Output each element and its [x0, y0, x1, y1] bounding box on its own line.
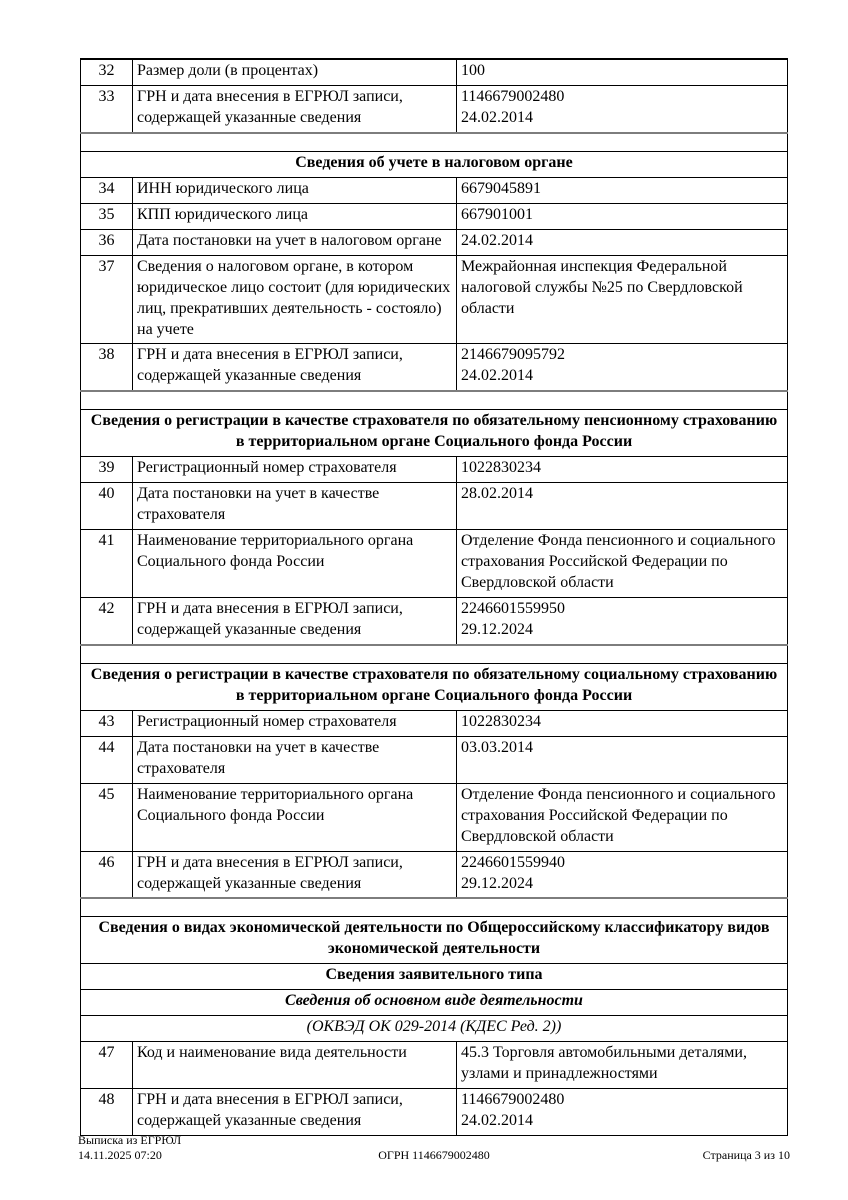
row-value-cell — [457, 457, 788, 483]
row-value-line: 2146679095792 — [461, 346, 565, 364]
table-row — [81, 203, 788, 229]
row-value-cell — [457, 229, 788, 255]
row-value-line: 100 — [461, 62, 485, 79]
section-header-row — [81, 663, 788, 710]
row-value-cell — [457, 344, 788, 391]
row-number-cell: 43 — [81, 710, 133, 736]
footer-ogrn: ОГРН 1146679002480 — [378, 1147, 490, 1162]
row-label-cell: ГРН и дата внесения в ЕГРЮЛ записи, содержащей указанные сведения — [133, 851, 457, 898]
row-value-cell — [457, 736, 788, 783]
row-label-cell: Регистрационный номер страхователя — [133, 457, 457, 483]
row-label-cell: Регистрационный номер страхователя — [133, 710, 457, 736]
row-label-cell: ГРН и дата внесения в ЕГРЮЛ записи, содержащей указанные сведения — [133, 85, 457, 132]
section-spacer-row — [81, 391, 788, 410]
row-label-cell: Сведения о налоговом органе, в котором юридическое лицо состоит (для юридических лиц, прекративших деятельность - состояло) на учете — [133, 255, 457, 344]
table-row — [81, 851, 788, 898]
section-header: (ОКВЭД ОК 029-2014 (КДЕС Ред. 2)) — [81, 1016, 788, 1042]
row-number-cell: 44 — [81, 736, 133, 783]
row-value-line: 2246601559940 — [461, 853, 565, 871]
row-value-line: 24.02.2014 — [461, 1112, 533, 1130]
row-value-line: 1022830234 — [461, 712, 541, 730]
section-header: Сведения об основном виде деятельности — [81, 990, 788, 1016]
row-value-line: 28.02.2014 — [461, 485, 533, 503]
section-header-row — [81, 917, 788, 964]
row-label-cell: Код и наименование вида деятельности — [133, 1042, 457, 1089]
row-number-cell: 42 — [81, 598, 133, 645]
footer — [78, 1133, 790, 1162]
section-header-row — [81, 410, 788, 457]
section-spacer-row — [81, 898, 788, 917]
row-value-cell — [457, 598, 788, 645]
table-row — [81, 598, 788, 645]
row-number-cell: 36 — [81, 229, 133, 255]
spacer-cell — [81, 133, 788, 152]
row-number-cell: 45 — [81, 783, 133, 851]
table-row — [81, 530, 788, 598]
section-header: Сведения о регистрации в качестве страхователя по обязательному пенсионному страхованию в территориальном органе Социального фонда России — [81, 410, 788, 457]
row-value-line: 24.02.2014 — [461, 367, 533, 385]
row-value-line: 1146679002480 — [461, 1091, 565, 1109]
row-label-cell: Дата постановки на учет в налоговом органе — [133, 229, 457, 255]
footer-document-title: Выписка из ЕГРЮЛ — [78, 1133, 182, 1147]
row-number-cell: 48 — [81, 1089, 133, 1136]
row-value-cell — [457, 710, 788, 736]
row-value-line: 6679045891 — [461, 179, 541, 197]
table-row — [81, 255, 788, 344]
row-value-line: 29.12.2024 — [461, 620, 533, 638]
table-row — [81, 783, 788, 851]
row-label-cell: ГРН и дата внесения в ЕГРЮЛ записи, содержащей указанные сведения — [133, 1089, 457, 1136]
row-value-line: 45.3 Торговля автомобильными деталями, узлами и принадлежностями — [461, 1044, 747, 1083]
table-row — [81, 1089, 788, 1136]
row-number-cell: 38 — [81, 344, 133, 391]
section-header: Сведения о регистрации в качестве страхователя по обязательному социальному страхованию в территориальном органе Социального фонда России — [81, 663, 788, 710]
row-number-cell: 35 — [81, 203, 133, 229]
row-value-line: 2246601559950 — [461, 600, 565, 618]
table-row — [81, 85, 788, 132]
table-row — [81, 1042, 788, 1089]
section-header: Сведения заявительного типа — [81, 964, 788, 990]
table-row — [81, 229, 788, 255]
row-value-cell — [457, 59, 788, 85]
footer-left — [78, 1133, 315, 1162]
egrul-table — [80, 58, 788, 1136]
row-label-cell: Дата постановки на учет в качестве страхователя — [133, 736, 457, 783]
row-label-cell: КПП юридического лица — [133, 203, 457, 229]
row-value-cell — [457, 1089, 788, 1136]
row-value-line: 1146679002480 — [461, 87, 565, 105]
spacer-cell — [81, 645, 788, 664]
row-value-cell — [457, 1042, 788, 1089]
row-label-cell: Размер доли (в процентах) — [133, 59, 457, 85]
section-spacer-row — [81, 645, 788, 664]
row-label-cell: ГРН и дата внесения в ЕГРЮЛ записи, содержащей указанные сведения — [133, 598, 457, 645]
row-value-cell — [457, 177, 788, 203]
footer-timestamp: 14.11.2025 07:20 — [78, 1147, 162, 1162]
row-number-cell: 46 — [81, 851, 133, 898]
table-row — [81, 736, 788, 783]
table-row — [81, 710, 788, 736]
table-row — [81, 59, 788, 85]
section-header: Сведения о видах экономической деятельности по Общероссийскому классификатору видов экономической деятельности — [81, 917, 788, 964]
spacer-cell — [81, 391, 788, 410]
row-number-cell: 33 — [81, 85, 133, 132]
row-number-cell: 39 — [81, 457, 133, 483]
row-value-cell — [457, 203, 788, 229]
row-value-line: Отделение Фонда пенсионного и социального страхования Российской Федерации по Свердловской области — [461, 785, 776, 845]
table-row — [81, 483, 788, 530]
row-value-cell — [457, 483, 788, 530]
row-label-cell: ИНН юридического лица — [133, 177, 457, 203]
row-label-cell: Наименование территориального органа Социального фонда России — [133, 530, 457, 598]
row-value-line: 1022830234 — [461, 459, 541, 477]
row-number-cell: 37 — [81, 255, 133, 344]
row-value-line: 667901001 — [461, 205, 533, 223]
section-header-row — [81, 964, 788, 990]
row-label-cell: Наименование территориального органа Социального фонда России — [133, 783, 457, 851]
row-value-cell — [457, 530, 788, 598]
table-row — [81, 177, 788, 203]
section-header-row — [81, 990, 788, 1016]
row-number-cell: 47 — [81, 1042, 133, 1089]
section-header-row — [81, 151, 788, 177]
row-value-line: 29.12.2024 — [461, 874, 533, 892]
table-row — [81, 457, 788, 483]
row-number-cell: 34 — [81, 177, 133, 203]
row-number-cell: 41 — [81, 530, 133, 598]
row-value-cell — [457, 851, 788, 898]
row-value-line: 24.02.2014 — [461, 108, 533, 126]
section-header-row — [81, 1016, 788, 1042]
row-value-cell — [457, 85, 788, 132]
section-spacer-row — [81, 133, 788, 152]
row-number-cell: 40 — [81, 483, 133, 530]
row-label-cell: ГРН и дата внесения в ЕГРЮЛ записи, содержащей указанные сведения — [133, 344, 457, 391]
spacer-cell — [81, 898, 788, 917]
row-value-line: Межрайонная инспекция Федеральной налоговой службы №25 по Свердловской области — [461, 257, 743, 317]
row-value-cell — [457, 783, 788, 851]
egrul-table-body — [81, 59, 788, 1136]
row-number-cell: 32 — [81, 59, 133, 85]
footer-page-indicator: Страница 3 из 10 — [702, 1147, 790, 1162]
row-value-line: 24.02.2014 — [461, 231, 533, 249]
row-value-cell — [457, 255, 788, 344]
table-row — [81, 344, 788, 391]
section-header: Сведения об учете в налоговом органе — [81, 151, 788, 177]
row-label-cell: Дата постановки на учет в качестве страхователя — [133, 483, 457, 530]
row-value-line: 03.03.2014 — [461, 738, 533, 756]
row-value-line: Отделение Фонда пенсионного и социального страхования Российской Федерации по Свердловской области — [461, 532, 776, 592]
